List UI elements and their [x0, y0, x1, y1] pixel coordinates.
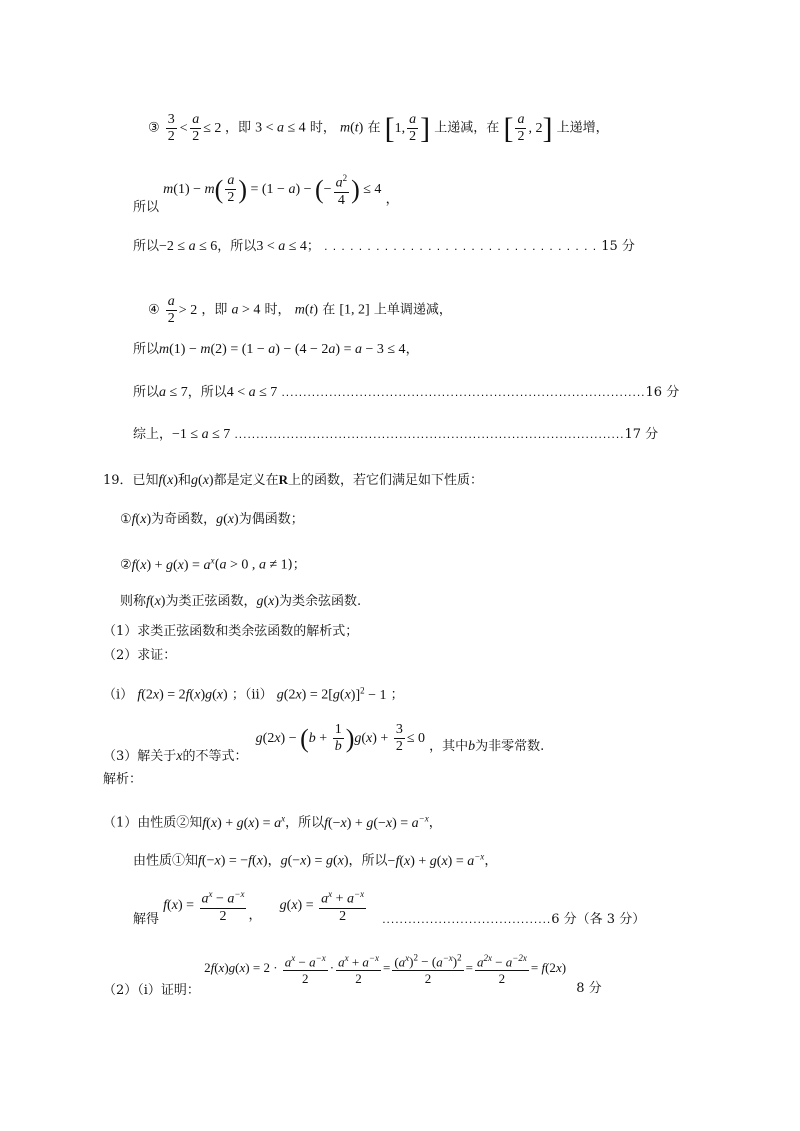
q19-sub1: （1）求类正弦函数和类余弦函数的解析式； — [103, 624, 359, 639]
q19-sub3: （3）解关于x的不等式： g(2x) − (b + $\frac{1}{b}$ )g(x) + $\frac{3}{2}$ ≤ 0 ，其中b为非零常数. — [103, 722, 545, 764]
solution-1-score: 6 分（各 3 分） — [551, 911, 646, 927]
case3-suoyi-line: 所以 m(1) − m( $\frac{a}{2}$ ) = (1 − a) − (− $\frac{a^2}{4}$ ) ≤ 4 ， — [133, 170, 399, 209]
case3-label: ③ — [148, 120, 160, 136]
summary-score: 17 分 — [624, 427, 659, 442]
solution-title: 解析： — [103, 772, 143, 787]
solution-1a: （1）由性质②知$f(x) + g(x) = a^x$，所以$f(-x) + g(-x) = a^{-x}$， — [103, 813, 442, 831]
solution-1c: 解得 f(x) = $\frac{a^x - a^{-x}}{2}$ ， g(x) = $\frac{a^x + a^{-x}}{2}$ .......................................6 分（各 3 分） — [133, 886, 645, 925]
q19-definition: 则称f(x)为类正弦函数，g(x)为类余弦函数. — [120, 594, 362, 609]
q19-sub2: （2）求证： — [103, 648, 177, 663]
case4-line: ④ $\frac{a}{2}$ > 2 ，即 a > 4 时， m(t) 在 [1, 2] 上单调递减， — [148, 294, 452, 326]
q19-property-1: ①f(x)为奇函数，g(x)为偶函数； — [120, 512, 304, 527]
case3-interval-1: [1, $\frac{a}{2}$ ] — [384, 111, 431, 145]
case4-score: 16 分 — [645, 385, 680, 400]
summary-line: 综上，−1 ≤ a ≤ 7 ..........................................................................................17 分 — [133, 427, 659, 442]
case3-score: 15 分 — [601, 239, 635, 254]
formula-g: g(x) = $\frac{a^x + a^{-x}}{2}$ — [280, 898, 368, 913]
case4-suoyi-line: 所以m(1) − m(2) = (1 − a) − (4 − 2a) = a − 3 ≤ 4， — [133, 342, 419, 357]
proof-chain: 2f(x)g(x) = 2 · $\frac{a^x - a^{-x}}{2}$ · $\frac{a^x + a^{-x}}{2}$ = $\frac{(a^x)^2 - (a^{-x})^2}{2}$ = $\frac{a^{2x} - a^{-2x}}{2}$ = f(2x) — [204, 960, 566, 975]
q19-inequality: g(2x) − (b + $\frac{1}{b}$ )g(x) + $\frac{3}{2}$ ≤ 0 — [255, 722, 425, 754]
q19-property-2: ②f(x) + $g(x) = a^x(a > 0$ , a ≠ 1)； — [120, 555, 306, 573]
q19-stem: 19．已知f(x)和g(x)都是定义在R上的函数，若它们满足如下性质： — [103, 472, 483, 488]
case3-range: 3 < a ≤ 4 — [255, 120, 306, 136]
case3-result-line: 所以−2 ≤ a ≤ 6，所以3 < a ≤ 4； . . . . . . . . . . . . . . . . . . . . . . . . . . . . . . . . 15 分 — [133, 239, 635, 254]
case3-interval-2: [ $\frac{a}{2}$ , 2] — [503, 111, 553, 145]
formula-f: f(x) = $\frac{a^x - a^{-x}}{2}$ — [163, 898, 248, 913]
case3-line: ③ $\frac{3}{2}$ < $\frac{a}{2}$ ≤ 2 ，即 3 < a ≤ 4 时， m(t) 在 [1, $\frac{a}{2}$ ] 上递减，在 [ $\frac{a}{2}$ , 2] 上递增， — [148, 111, 609, 145]
case4-label: ④ — [148, 302, 160, 318]
solution-1b: 由性质①知f(−x) = −f(x)，g(−x) = g(x)，所以$-f(x) + g(x) = a^{-x}$， — [133, 851, 498, 869]
case4-result-line: 所以a ≤ 7，所以4 < a ≤ 7 ....................................................................................16 分 — [133, 385, 680, 400]
case3-inequality: m(1) − m( $\frac{a}{2}$ ) = (1 − a) − (− $\frac{a^2}{4}$ ) ≤ 4 — [163, 182, 381, 197]
solution-2i: （2）（i）证明： 2f(x)g(x) = 2 · $\frac{a^x - a^{-x}}{2}$ · $\frac{a^x + a^{-x}}{2}$ = $\frac{(a^x)^2 - (a^{-x})^2}{2}$ = $\frac{a^{2x} - a^{-2x}}{2}$ = f(2x) 8 分 — [103, 950, 602, 987]
solution-2-score: 8 分 — [576, 980, 602, 996]
case3-condition: $\frac{3}{2}$ < $\frac{a}{2}$ ≤ 2 — [167, 112, 222, 144]
q19-sub2-parts: （i） f(2x) = 2f(x)g(x) ；（ii） $g(2x) = 2[g(x)]^2 - 1$ ； — [103, 685, 404, 703]
